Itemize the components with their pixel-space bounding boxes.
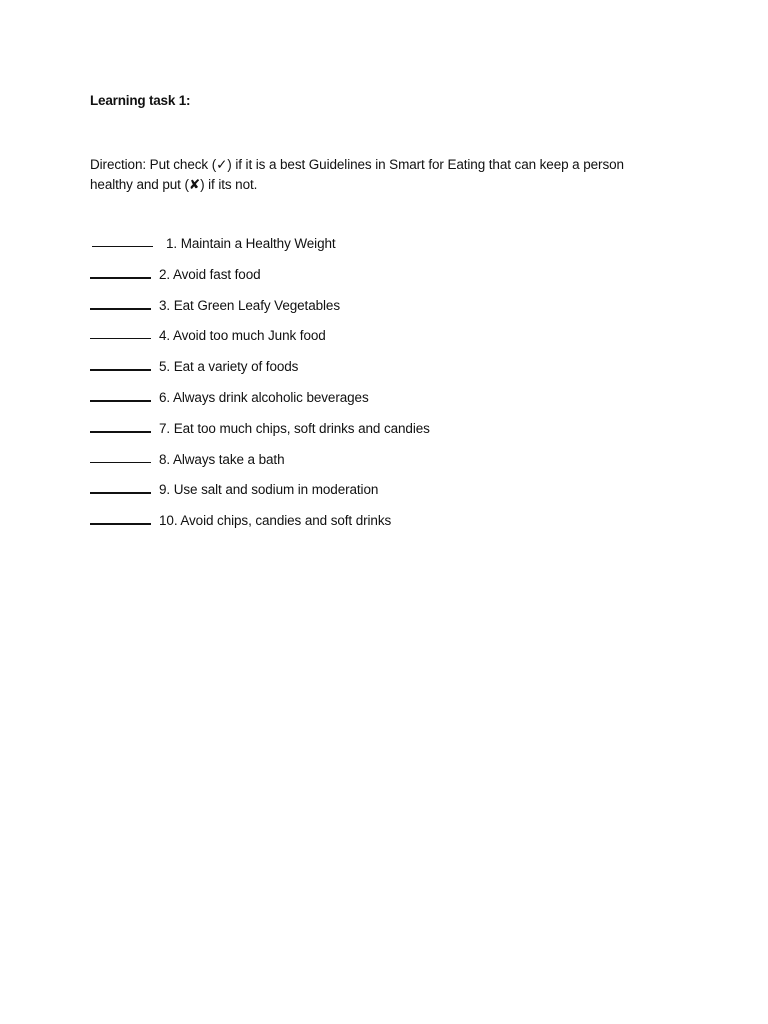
list-item (90, 266, 690, 297)
answer-blank[interactable] (90, 431, 151, 433)
list-item (90, 389, 690, 420)
item-text: 3. Eat Green Leafy Vegetables (159, 297, 340, 313)
list-item (90, 481, 690, 512)
item-text: 4. Avoid too much Junk food (159, 328, 326, 344)
list-item (90, 358, 690, 389)
list-item (90, 512, 690, 543)
item-text: 6. Always drink alcoholic beverages (159, 389, 369, 405)
answer-blank[interactable] (90, 400, 151, 402)
list-item (90, 420, 690, 451)
answer-blank[interactable] (90, 308, 151, 310)
answer-blank[interactable] (90, 277, 151, 279)
task-heading: Learning task 1: (90, 93, 191, 108)
answer-blank[interactable] (90, 462, 151, 463)
item-text: 7. Eat too much chips, soft drinks and candies (159, 420, 430, 436)
list-item (90, 297, 690, 328)
item-list (90, 235, 690, 543)
direction-text: Direction: Put check (✓) if it is a best Guidelines in Smart for Eating that can keep a person healthy and put (✘) if its not. (90, 157, 624, 192)
item-text: 1. Maintain a Healthy Weight (166, 236, 336, 251)
item-text: 8. Always take a bath (159, 451, 285, 467)
item-text: 10. Avoid chips, candies and soft drinks (159, 513, 392, 529)
answer-blank[interactable] (90, 338, 151, 339)
list-item (90, 327, 690, 358)
list-item (90, 235, 690, 266)
answer-blank[interactable] (90, 369, 151, 371)
item-text: 5. Eat a variety of foods (159, 359, 299, 375)
item-text: 9. Use salt and sodium in moderation (159, 482, 379, 498)
answer-blank[interactable] (92, 246, 153, 247)
answer-blank[interactable] (90, 492, 151, 494)
list-item (90, 451, 690, 482)
item-text: 2. Avoid fast food (159, 266, 261, 282)
answer-blank[interactable] (90, 523, 151, 525)
